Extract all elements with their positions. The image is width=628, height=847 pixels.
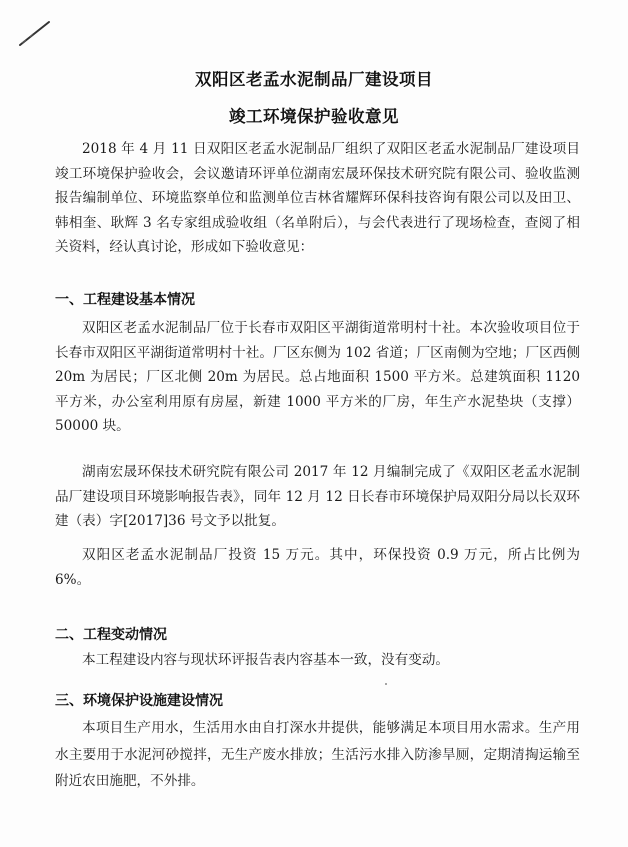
section-3-paragraph-1: 本项目生产用水，生活用水由自打深水井提供，能够满足本项目用水需求。生产用水主要用于水泥河砂搅拌，无生产废水排放；生活污水排入防渗旱厕，定期清掏运输至附近农田施肥，不外排。 bbox=[55, 720, 580, 789]
document-subtitle: 竣工环境保护验收意见 bbox=[229, 107, 399, 126]
section-heading-1: 一、工程建设基本情况 bbox=[55, 292, 195, 308]
section-1-paragraph-2: 湖南宏晟环保技术研究院有限公司 2017 年 12 月编制完成了《双阳区老孟水泥制品厂建设项目环境影响报告表》，同年 12 月 12 日长春市环境保护局双阳分局以长双环建（表）字[2017]36 号文予以批复。 bbox=[55, 464, 580, 529]
section-1-paragraph-3: 双阳区老孟水泥制品厂投资 15 万元。其中，环保投资 0.9 万元，所占比例为 6%。 bbox=[55, 547, 580, 588]
section-2-paragraph-1: 本工程建设内容与现状环评报告表内容基本一致，没有变动。 bbox=[82, 652, 450, 668]
intro-paragraph: 2018 年 4 月 11 日双阳区老孟水泥制品厂组织了双阳区老孟水泥制品厂建设项目竣工环境保护验收会，会议邀请环评单位湖南宏晟环保技术研究院有限公司、验收监测报告编制单位、环境监察单位和监测单位吉林省耀辉环保科技咨询有限公司以及田卫、韩相奎、耿辉 3 名专家组成验收组（名单附后），与会代表进行了现场检查，查阅了相关资料，经认真讨论，形成如下验收意见： bbox=[55, 141, 580, 255]
pen-mark-icon bbox=[18, 18, 52, 48]
section-heading-3: 三、环境保护设施建设情况 bbox=[55, 693, 223, 709]
scan-speck bbox=[385, 683, 387, 685]
section-heading-2: 二、工程变动情况 bbox=[55, 627, 167, 643]
section-1-paragraph-1: 双阳区老孟水泥制品厂位于长春市双阳区平湖街道常明村十社。本次验收项目位于长春市双阳区平湖街道常明村十社。厂区东侧为 102 省道；厂区南侧为空地；厂区西侧 20m 为居民；厂区北侧 20m 为居民。总占地面积 1500 平方米。总建筑面积 1120 平方米，办公室利用原有房屋，新建 1000 平方米的厂房，年生产水泥垫块（支撑）50000 块。 bbox=[55, 320, 580, 434]
document-title: 双阳区老孟水泥制品厂建设项目 bbox=[195, 70, 433, 89]
